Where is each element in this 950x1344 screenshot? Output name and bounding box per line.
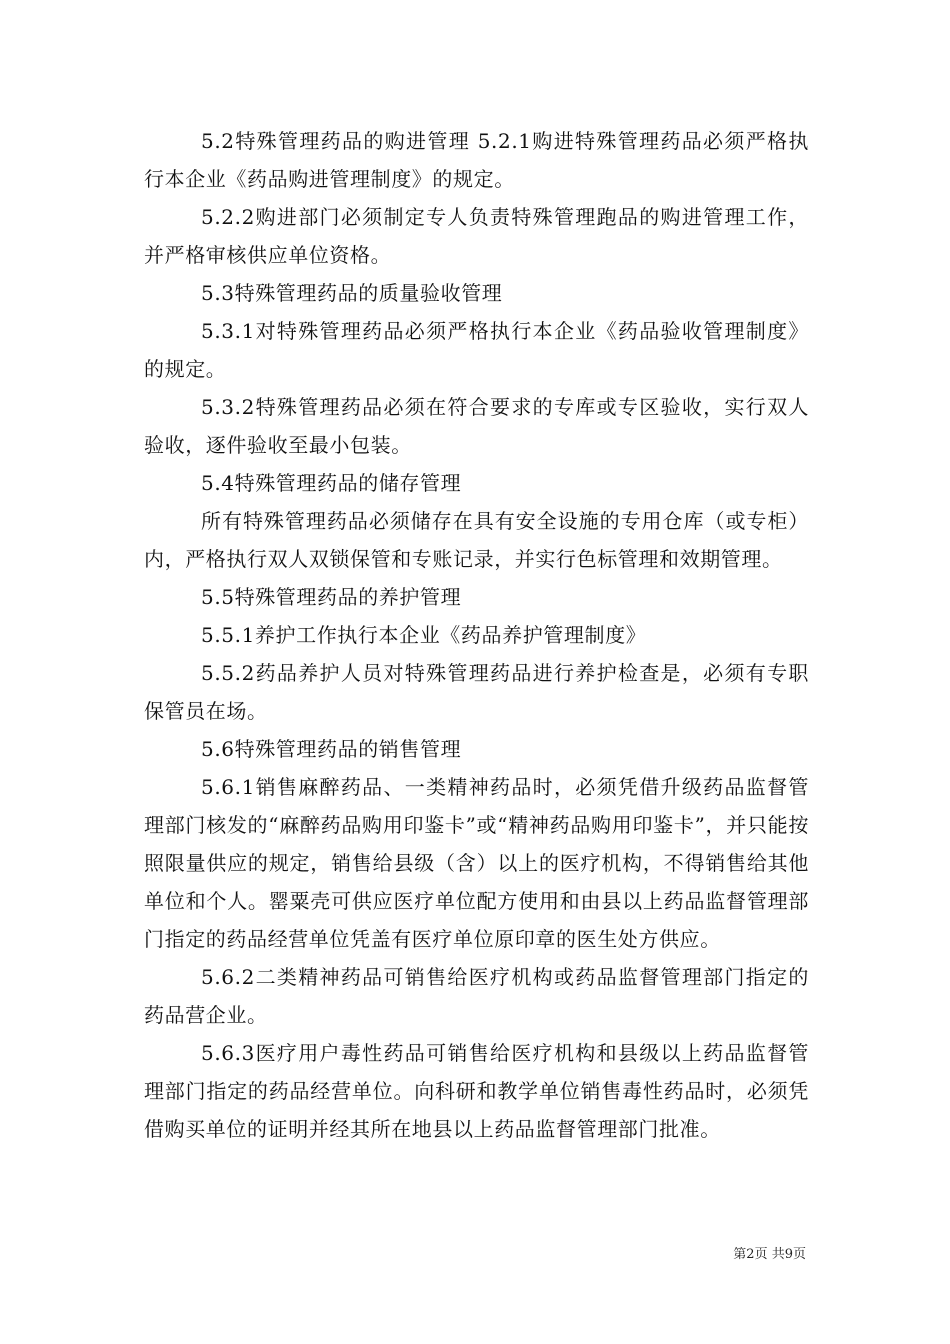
heading-5-3: 5.3特殊管理药品的质量验收管理 <box>201 281 503 305</box>
heading-5-4: 5.4特殊管理药品的储存管理 <box>201 471 462 495</box>
paragraph-storage: 所有特殊管理药品必须储存在具有安全设施的专用仓库（或专柜）内，严格执行双人双锁保管和专账记录，并实行色标管理和效期管理。 <box>144 509 809 571</box>
paragraph-5-5-2: 5.5.2药品养护人员对特殊管理药品进行养护检查是，必须有专职保管员在场。 <box>144 661 809 723</box>
footer-current-page: 2 <box>746 1247 755 1262</box>
paragraph-5-3-2: 5.3.2特殊管理药品必须在符合要求的专库或专区验收，实行双人验收，逐件验收至最小包装。 <box>144 395 809 457</box>
footer-total-pages: 9 <box>784 1247 793 1262</box>
footer-suffix: 页 <box>792 1247 806 1262</box>
paragraph-5-6-1: 5.6.1销售麻醉药品、一类精神药品时，必须凭借升级药品监督管理部门核发的“麻醉药品购用印鉴卡”或“精神药品购用印鉴卡”，并只能按照限量供应的规定，销售给县级（含）以上的医疗机构，不得销售给其他单位和个人。罂粟壳可供应医疗单位配方使用和由县以上药品监督管理部门指定的药品经营单位凭盖有医疗单位原印章的医生处方供应。 <box>144 775 809 951</box>
paragraph-5-2-2: 5.2.2购进部门必须制定专人负责特殊管理跑品的购进管理工作，并严格审核供应单位资格。 <box>144 205 809 267</box>
footer-prefix: 第 <box>733 1247 747 1262</box>
paragraph-5-5-1: 5.5.1养护工作执行本企业《药品养护管理制度》 <box>201 623 647 647</box>
paragraph-5-3-1: 5.3.1对特殊管理药品必须严格执行本企业《药品验收管理制度》的规定。 <box>144 319 809 381</box>
paragraph-5-2: 5.2特殊管理药品的购进管理 5.2.1购进特殊管理药品必须严格执行本企业《药品购进管理制度》的规定。 <box>144 129 809 191</box>
heading-5-6: 5.6特殊管理药品的销售管理 <box>201 737 462 761</box>
paragraph-5-6-2: 5.6.2二类精神药品可销售给医疗机构或药品监督管理部门指定的药品营企业。 <box>144 965 809 1027</box>
document-body <box>144 122 809 1148</box>
page-number-footer <box>733 1246 806 1264</box>
paragraph-5-6-3: 5.6.3医疗用户毒性药品可销售给医疗机构和县级以上药品监督管理部门指定的药品经营单位。向科研和教学单位销售毒性药品时，必须凭借购买单位的证明并经其所在地县以上药品监督管理部门批准。 <box>144 1041 809 1141</box>
heading-5-5: 5.5特殊管理药品的养护管理 <box>201 585 462 609</box>
footer-middle: 页 共 <box>754 1247 785 1262</box>
